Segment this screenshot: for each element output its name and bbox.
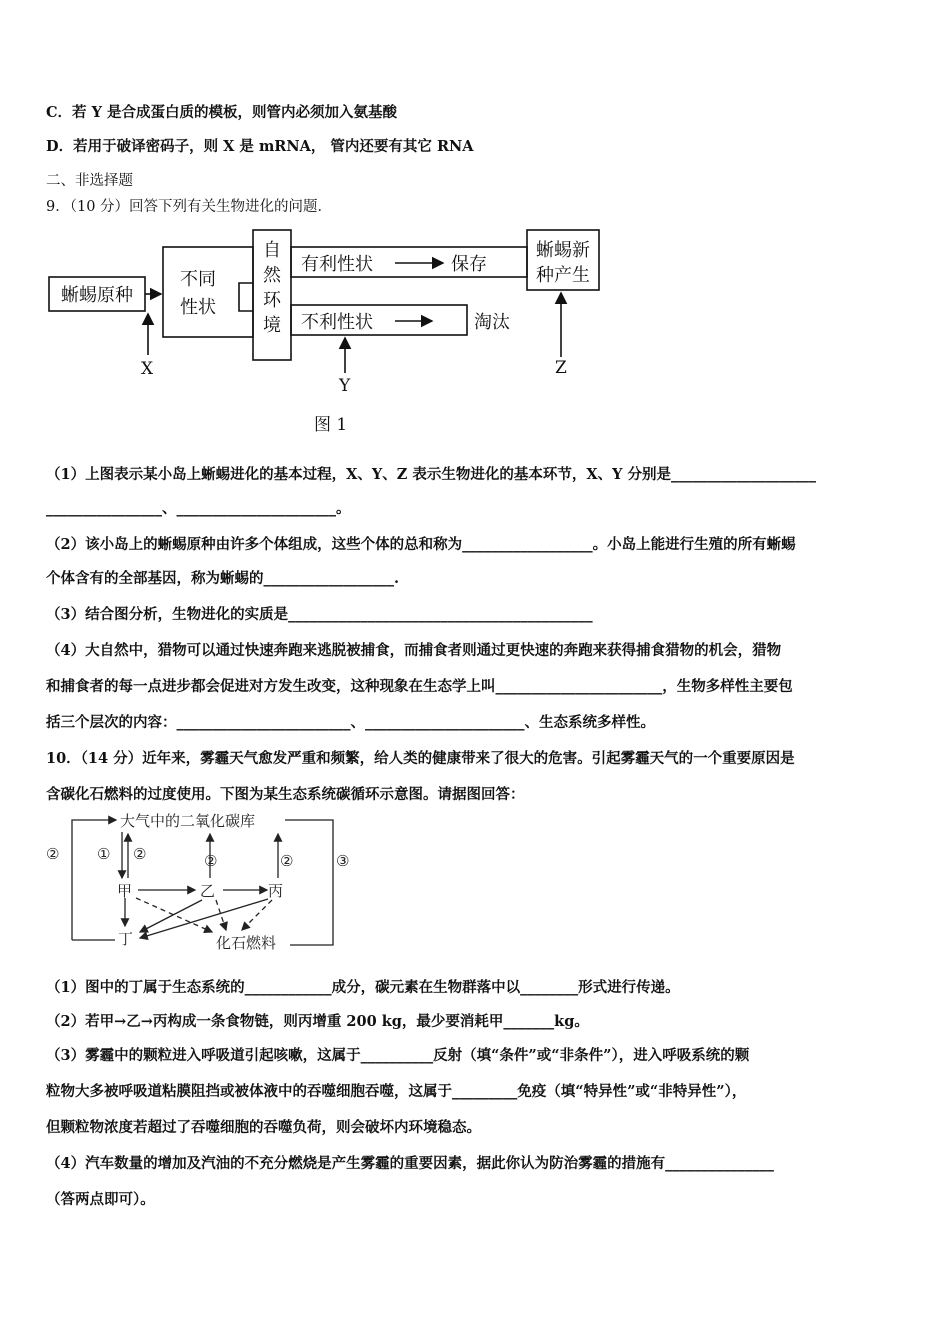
option-d: D．若用于破译密码子，则 X 是 mRNA， 管内还要有其它 RNA bbox=[46, 138, 474, 155]
q10-part3-line3: 但颗粒物浓度若超过了吞噬细胞的吞噬负荷，则会破坏内环境稳态。 bbox=[46, 1119, 481, 1136]
q9-part4-line3: 括三个层次的内容：________________________、______________________、生态系统多样性。 bbox=[46, 714, 655, 731]
label-circle-3: ③ bbox=[336, 852, 350, 870]
label-good-traits: 有利性状 bbox=[301, 254, 373, 275]
label-bad-traits: 不利性状 bbox=[301, 312, 373, 333]
label-co2-pool: 大气中的二氧化碳库 bbox=[120, 812, 256, 830]
q9-part4-line2: 和捕食者的每一点进步都会促进对方发生改变，这种现象在生态学上叫_______________________，生物多样性主要包 bbox=[46, 678, 793, 695]
option-c: C．若 Y 是合成蛋白质的模板，则管内必须加入氨基酸 bbox=[46, 104, 397, 121]
label-fossil-fuel: 化石燃料 bbox=[216, 934, 277, 952]
label-circle-2-mid: ② bbox=[204, 852, 218, 870]
label-bing: 丙 bbox=[268, 882, 284, 900]
carbon-cycle-diagram bbox=[40, 812, 370, 957]
label-keep: 保存 bbox=[451, 254, 487, 275]
label-ding: 丁 bbox=[118, 930, 134, 948]
figure-caption: 图 1 bbox=[314, 415, 348, 435]
label-different-2: 性状 bbox=[180, 297, 216, 318]
section-title: 二、非选择题 bbox=[46, 173, 133, 189]
q10-part2: （2）若甲→乙→丙构成一条食物链，则丙增重 200 kg，最少要消耗甲_______kg。 bbox=[46, 1013, 589, 1030]
q10-part3-line2: 粒物大多被呼吸道粘膜阻挡或被体液中的吞噬细胞吞噬，这属于_________免疫（填“特异性”或“非特异性”）， bbox=[46, 1083, 747, 1100]
label-x: X bbox=[141, 359, 154, 379]
figure-1-evolution-diagram bbox=[0, 225, 620, 440]
label-circle-1: ① bbox=[97, 845, 111, 863]
label-new-1: 蜥蜴新 bbox=[536, 240, 590, 261]
q9-part2-line1: （2）该小岛上的蜥蜴原种由许多个体组成，这些个体的总和称为__________________。小岛上能进行生殖的所有蜥蜴 bbox=[46, 536, 796, 553]
q10-stem-line2: 含碳化石燃料的过度使用。下图为某生态系统碳循环示意图。请据图回答： bbox=[46, 786, 525, 803]
q10-part4-line1: （4）汽车数量的增加及汽油的不充分燃烧是产生雾霾的重要因素，据此你认为防治雾霾的措施有_______________ bbox=[46, 1155, 774, 1172]
q10-part3-line1: （3）雾霾中的颗粒进入呼吸道引起咳嗽，这属于__________反射（填“条件”或“非条件”），进入呼吸系统的颗 bbox=[46, 1047, 750, 1064]
q9-part1-line1: （1）上图表示某小岛上蜥蜴进化的基本过程，X、Y、Z 表示生物进化的基本环节，X、Y 分别是____________________ bbox=[46, 466, 816, 483]
q9-stem: 9．（10 分）回答下列有关生物进化的问题． bbox=[46, 199, 333, 215]
label-env-3: 环 bbox=[263, 290, 281, 311]
q9-part2-line2: 个体含有的全部基因，称为蜥蜴的__________________. bbox=[46, 570, 400, 587]
label-circle-2-outer: ② bbox=[46, 845, 60, 863]
label-different-1: 不同 bbox=[180, 269, 216, 290]
label-circle-2-right: ② bbox=[280, 852, 294, 870]
label-env-4: 境 bbox=[263, 315, 281, 336]
label-y: Y bbox=[339, 376, 351, 396]
label-jia: 甲 bbox=[117, 882, 133, 900]
q10-part4-line2: （答两点即可）。 bbox=[46, 1191, 155, 1208]
label-circle-2-inner: ② bbox=[133, 845, 147, 863]
label-env-1: 自 bbox=[263, 240, 281, 261]
label-env-2: 然 bbox=[263, 265, 281, 286]
q9-part3: （3）结合图分析，生物进化的实质是__________________________________________ bbox=[46, 606, 593, 623]
label-original-species: 蜥蜴原种 bbox=[61, 285, 133, 306]
q10-stem-line1: 10．（14 分）近年来，雾霾天气愈发严重和频繁，给人类的健康带来了很大的危害。引起雾霾天气的一个重要原因是 bbox=[46, 750, 795, 767]
q10-part1: （1）图中的丁属于生态系统的____________成分，碳元素在生物群落中以________形式进行传递。 bbox=[46, 979, 680, 996]
label-yi: 乙 bbox=[200, 882, 216, 900]
label-new-2: 种产生 bbox=[536, 265, 590, 286]
label-z: Z bbox=[555, 358, 567, 378]
label-eliminate: 淘汰 bbox=[474, 312, 510, 333]
q9-part1-line2: ________________、______________________。 bbox=[46, 500, 351, 517]
q9-part4-line1: （4）大自然中，猎物可以通过快速奔跑来逃脱被捕食，而捕食者则通过更快速的奔跑来获得捕食猎物的机会，猎物 bbox=[46, 642, 782, 659]
